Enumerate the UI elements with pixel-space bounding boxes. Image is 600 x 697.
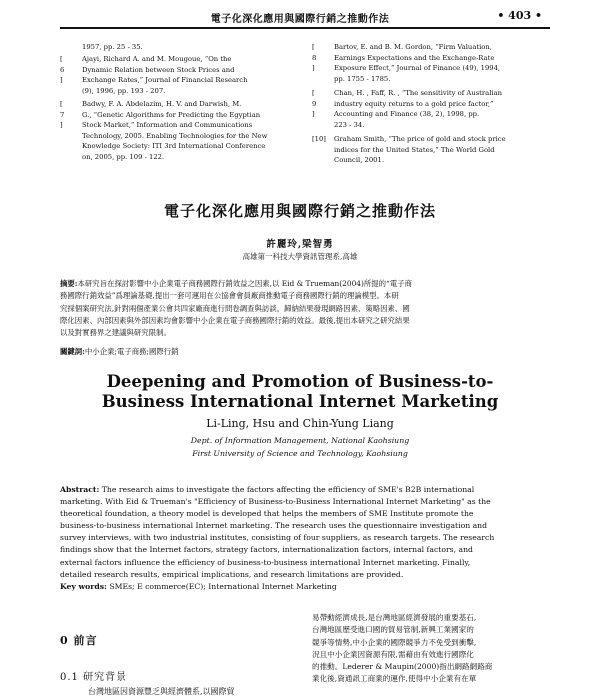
chinese-abstract-line: 以及對實務界之建議與研究限制。 — [60, 328, 171, 338]
reference-line: Stock Market,” Information and Communications — [82, 121, 253, 130]
chinese-keywords-label: 關鍵詞: — [60, 347, 85, 356]
english-keywords-text: SMEs; E commerce(EC); International Internet Marketing — [109, 581, 337, 591]
reference-line: Ajayi, Richard A. and M. Mougoue, “On the — [82, 55, 232, 63]
reference-line: Exchange Rates,” Journal of Financial Research — [82, 76, 248, 85]
english-abstract-line: business-to-business international Internet marketing. The research uses the questionnaire investigation and — [60, 521, 488, 531]
reference-line: Technology, 2005. Enabling Technologies for the New — [82, 131, 268, 140]
body-text-left: 台灣地區因資源豐乏與經濟體系,以國際貿 — [88, 687, 235, 696]
chinese-abstract-line: 究採個案研究法,針對兩個產業公會共四家廠商進行問卷調查與訪談。歸納結果發現網路因素、策略因素、國 — [60, 303, 410, 313]
english-abstract-line: theoretical foundation, a theory model is developed that helps the members of SME Institute promote the — [60, 509, 474, 519]
reference-line: G., “Genetic Algorithms for Predicting the Egyptian — [82, 110, 261, 119]
english-authors: Li-Ling, Hsu and Chin-Yung Liang — [206, 417, 394, 430]
english-title-line: Deepening and Promotion of Business-to- — [106, 372, 494, 391]
chinese-title: 電子化深化應用與國際行銷之推動作法 — [163, 202, 436, 220]
english-title-line: Business International Internet Marketing — [101, 392, 499, 411]
reference-line: Dynamic Relation between Stock Prices and — [82, 65, 235, 74]
english-abstract-label: Abstract: — [60, 485, 100, 494]
subsection-heading: 0.1 研究背景 — [60, 672, 128, 683]
english-title — [0, 372, 600, 412]
reference-line: on, 2005, pp. 109 - 122. — [82, 152, 165, 161]
reference-line: 1957, pp. 25 - 35. — [82, 43, 143, 51]
body-text-right — [312, 612, 552, 686]
chinese-abstract — [60, 278, 550, 339]
reference-number: [ 9 ] — [312, 89, 317, 119]
reference-line: Earnings Expectations and the Exchange-Rate — [334, 53, 495, 62]
english-abstract-line: marketing. With Eid & Trueman's "Efficiency of Business-to-Business International Internet Marketing" as the — [60, 497, 491, 507]
reference-line: pp. 1755 - 1785. — [334, 74, 391, 83]
body-line: 易帶動經濟成長,是台灣地區經濟發展的重要基石, — [312, 613, 477, 622]
section-heading: 0 前言 — [60, 634, 98, 647]
english-keywords-label: Key words: — [60, 581, 107, 591]
reference-line: industry equity returns to a gold price factor,” — [334, 99, 494, 108]
english-affiliation-line: First University of Science and Technology, Kaohsiung — [192, 449, 408, 458]
body-line: 台灣地區歷受進口國的貿易管制,新興工業國家的 — [312, 625, 474, 635]
english-abstract-line: The research aims to investigate the factors affecting the efficiency of SME's B2B international — [101, 485, 475, 494]
page-number: • 403 • — [497, 9, 542, 22]
body-line: 競爭等情勢,中小企業的國際競爭力不免受到衝擊, — [312, 637, 477, 647]
english-abstract-line: external factors influence the efficiency of business-to-business international Internet marketing. Finally, — [60, 557, 471, 567]
english-abstract-line: detailed research results, empirical implications, and research limitations are provided. — [60, 569, 404, 579]
reference-line: Council, 2001. — [334, 156, 384, 165]
chinese-abstract-line: 際化因素、內部因素與外部因素均會影響中小企業在電子商務國際行銷的效益。最後,提出本研究之研究結果 — [60, 315, 410, 325]
chinese-affiliation: 高雄第一科技大學資訊管理系,高雄 — [242, 252, 358, 261]
reference-line: Bartov, E. and B. M. Gordon, “Firm Valuation, — [334, 43, 492, 51]
chinese-abstract-line: 本研究旨在探討影響中小企業電子商務國際行銷效益之因素,以 Eid & Trueman(2004)所提的“電子商 — [77, 279, 412, 288]
header-rule — [60, 27, 550, 29]
reference-line: Accounting and Finance (38, 2), 1998, pp. — [334, 110, 480, 119]
reference-number: [ 8 ] — [312, 43, 317, 73]
body-line: 況且中小企業因資源有限,需藉由有效進行國際化 — [312, 649, 474, 659]
english-keywords — [60, 581, 550, 593]
chinese-keywords — [60, 346, 179, 357]
chinese-keywords-text: 中小企業;電子商務;國際行銷 — [84, 347, 179, 356]
reference-line: (9), 1996, pp. 193 - 207. — [82, 86, 166, 95]
reference-line: 223 - 34. — [334, 120, 365, 129]
english-abstract-line: survey interviews, with two industrial institutes, consisting of four suppliers, as research targets. The research — [60, 533, 495, 543]
reference-line: Graham Smith, “The price of gold and stock price — [334, 135, 506, 143]
reference-line: Chan, H. , Faff, R. , “The sensitivity of Australian — [334, 89, 502, 97]
reference-number: [10] — [312, 135, 326, 143]
body-line: 業化後,資通訊工商業的運作,使得中小企業有在單 — [312, 674, 477, 684]
english-abstract-line: findings show that the Internet factors, strategy factors, internationalization factors, internal factors, and — [60, 545, 473, 555]
reference-line: indices for the United States,” The World Gold — [334, 145, 495, 154]
reference-number: [ 7 ] — [60, 100, 65, 130]
chinese-authors: 許麗玲,梁智勇 — [266, 239, 334, 250]
reference-line: Exposure Effect,” Journal of Finance (49), 1994, — [334, 64, 501, 73]
reference-line: Knowledge Society: ITI 3rd International Conference — [82, 142, 266, 151]
chinese-abstract-label: 摘要: — [60, 279, 78, 288]
body-line: 的推動。Lederer & Maupin(2000)指出網路網路商 — [312, 662, 493, 672]
english-affiliation-line: Dept. of Information Management, National Kaohsiung — [190, 436, 410, 445]
reference-number: [ 6 ] — [60, 55, 65, 85]
english-abstract — [60, 484, 550, 593]
running-title: 電子化深化應用與國際行銷之推動作法 — [210, 14, 390, 25]
reference-line: Badwy, F. A. Abdelazim, H. V. and Darwish, M. — [82, 100, 242, 108]
chinese-abstract-line: 務國際行銷效益”爲理論基礎,提出一套可運用在公協會會員廠商推動電子商務國際行銷的理論模型。本研 — [60, 291, 399, 301]
